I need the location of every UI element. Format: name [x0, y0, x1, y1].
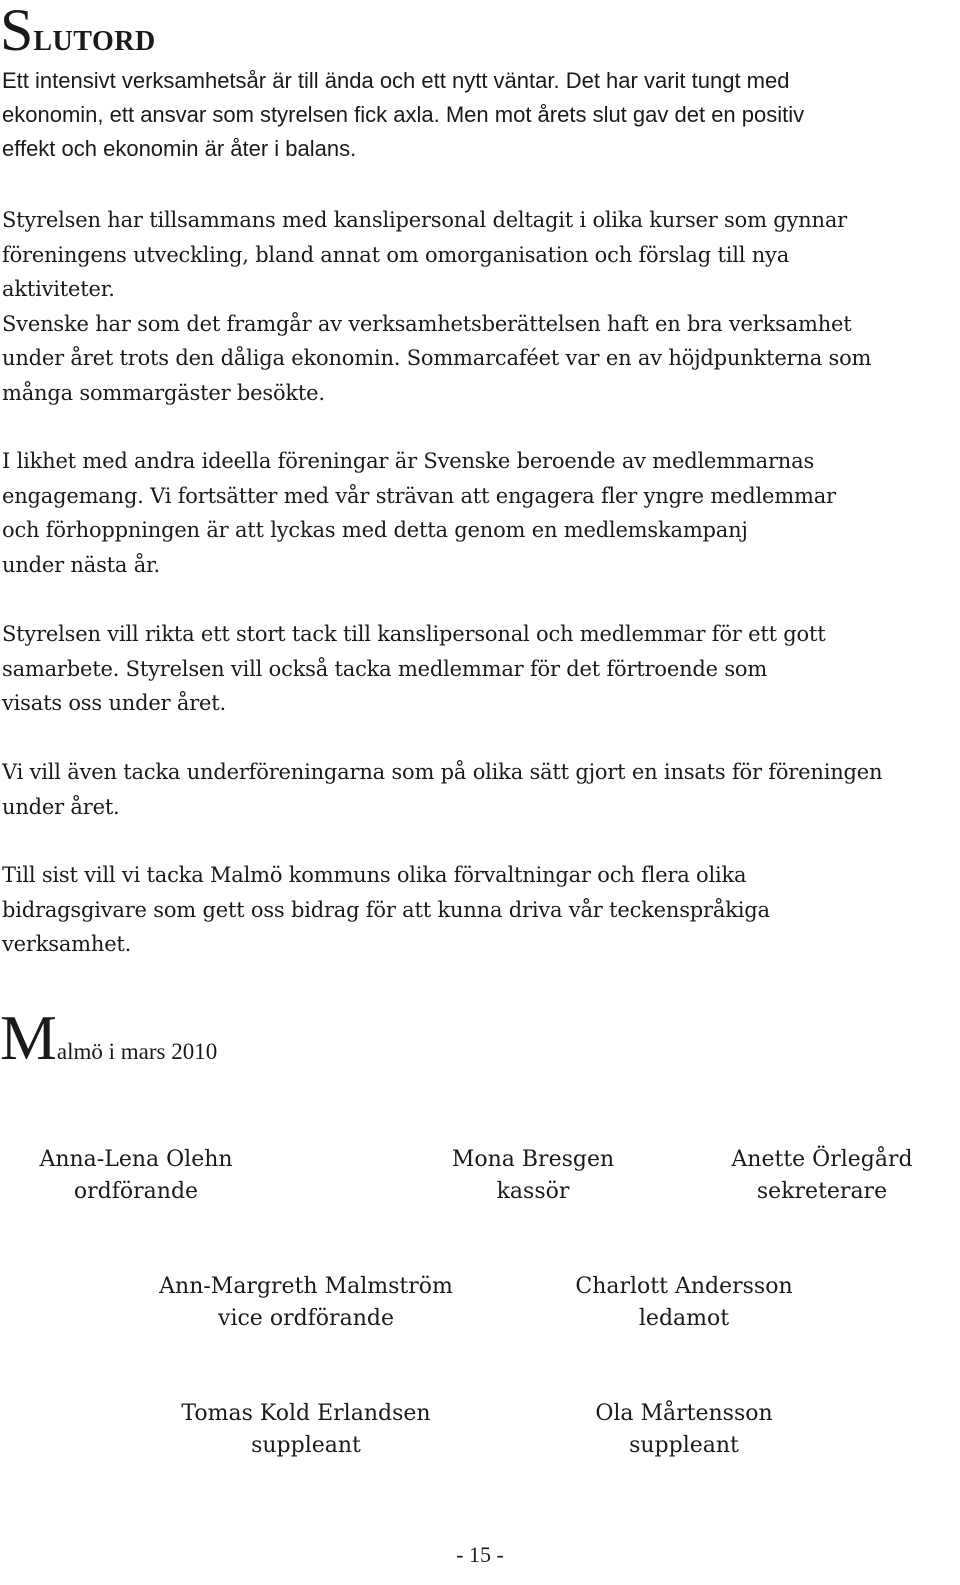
place-initial: M: [0, 1002, 57, 1073]
place-rest: almö i mars 2010: [56, 1039, 218, 1064]
text-line: bidragsgivare som gett oss bidrag för att kunna driva vår teckenspråkiga: [2, 897, 770, 922]
text-line: under nästa år.: [2, 552, 161, 577]
paragraph-thanks-municipality: [2, 858, 952, 962]
text-line: många sommargäster besökte.: [2, 380, 325, 405]
signature-block: [159, 1271, 453, 1335]
signatory-name: Anette Örlegård: [731, 1147, 913, 1172]
signatory-role: sekreterare: [756, 1179, 888, 1204]
signatory-name: Mona Bresgen: [451, 1147, 615, 1172]
signatory-role: suppleant: [629, 1433, 739, 1458]
text-line: Styrelsen har tillsammans med kanslipersonal deltagit i olika kurser som gynnar: [2, 208, 847, 232]
paragraph-thanks-staff: [2, 617, 952, 721]
text-line: engagemang. Vi fortsätter med vår strävan att engagera fler yngre medlemmar: [2, 483, 836, 508]
text-line: Styrelsen vill rikta ett stort tack till kanslipersonal och medlemmar för ett gott: [2, 622, 826, 646]
text-line: Ett intensivt verksamhetsår är till ända och ett nytt väntar. Det har varit tungt med: [2, 68, 790, 93]
heading-rest: LUTORD: [33, 26, 156, 57]
text-line: föreningens utveckling, bland annat om omorganisation och förslag till nya: [2, 242, 790, 267]
text-line: ekonomin, ett ansvar som styrelsen fick axla. Men mot årets slut gav det en positiv: [2, 102, 805, 127]
section-heading: [0, 0, 156, 63]
page-number: - 15 -: [456, 1542, 504, 1567]
signatory-name: Ann-Margreth Malmström: [159, 1274, 453, 1299]
paragraph-board-activities: [2, 203, 952, 410]
signature-block: [595, 1398, 772, 1462]
signature-block: [575, 1271, 792, 1335]
signature-block: [181, 1398, 430, 1462]
signatory-role: suppleant: [251, 1433, 361, 1458]
signatory-role: ordförande: [73, 1179, 199, 1204]
signature-block: [731, 1144, 912, 1208]
signatory-name: Charlott Andersson: [575, 1274, 793, 1299]
paragraph-engagement: [2, 444, 952, 582]
text-line: verksamhet.: [2, 932, 132, 956]
paragraph-thanks-subassociations: [2, 755, 952, 824]
text-line: Vi vill även tacka underföreningarna som på olika sätt gjort en insats för föreningen: [2, 760, 883, 784]
signature-block: [39, 1144, 232, 1208]
text-line: Svenske har som det framgår av verksamhetsberättelsen haft en bra verksamhet: [2, 311, 852, 336]
text-line: visats oss under året.: [2, 691, 226, 715]
text-line: effekt och ekonomin är åter i balans.: [2, 136, 357, 161]
heading-initial: S: [0, 0, 34, 63]
text-line: I likhet med andra ideella föreningar är Svenske beroende av medlemmarnas: [2, 449, 815, 473]
text-line: samarbete. Styrelsen vill också tacka medlemmar för det förtroende som: [2, 656, 768, 681]
text-line: aktiviteter.: [2, 277, 115, 301]
signatory-name: Tomas Kold Erlandsen: [181, 1401, 431, 1426]
text-line: och förhoppningen är att lyckas med detta genom en medlemskampanj: [2, 518, 748, 542]
signatory-name: Ola Mårtensson: [595, 1401, 773, 1426]
place-and-date: [0, 1002, 218, 1073]
signatory-name: Anna-Lena Olehn: [39, 1147, 233, 1172]
signatory-role: ledamot: [638, 1306, 730, 1331]
signatory-role: kassör: [496, 1179, 570, 1204]
paragraph-intro: [2, 64, 952, 166]
text-line: Till sist vill vi tacka Malmö kommuns olika förvaltningar och flera olika: [2, 863, 747, 887]
signatory-role: vice ordförande: [218, 1306, 394, 1331]
signature-block: [452, 1144, 614, 1208]
text-line: under året.: [2, 794, 120, 819]
text-line: under året trots den dåliga ekonomin. Sommarcaféet var en av höjdpunkterna som: [2, 346, 872, 370]
